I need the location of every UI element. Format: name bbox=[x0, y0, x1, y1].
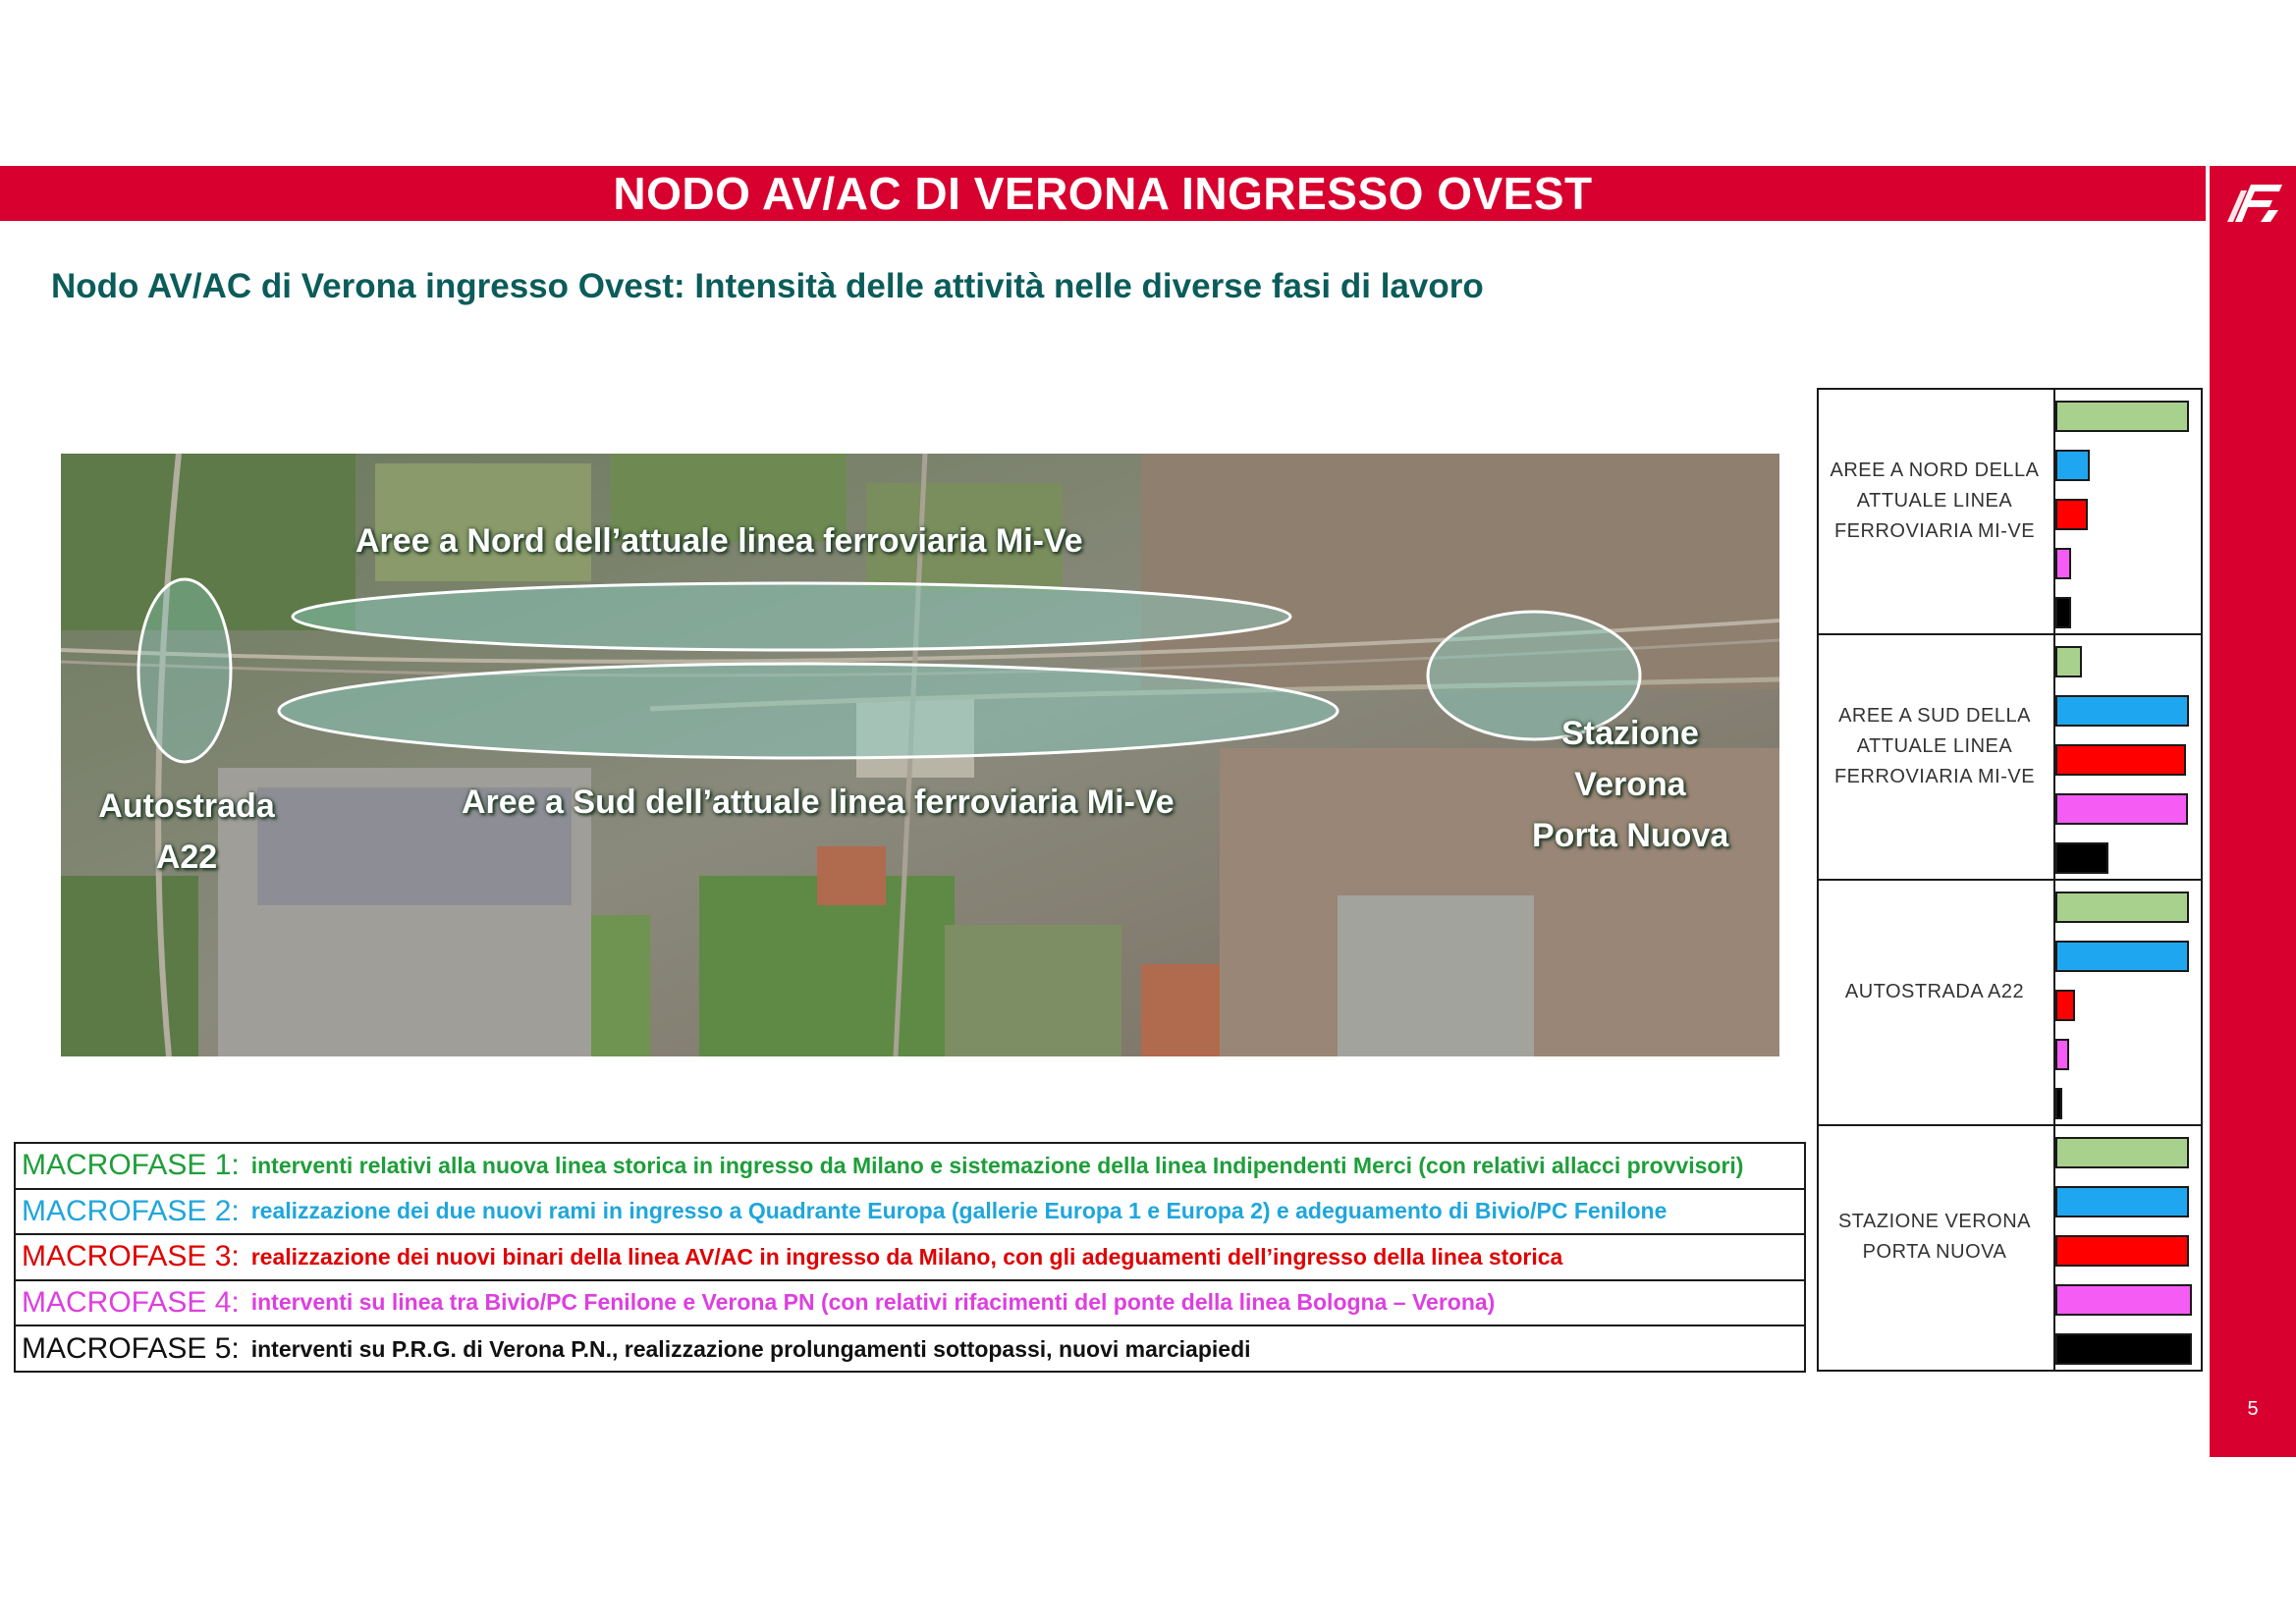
macrofase-legend bbox=[14, 1142, 1806, 1373]
aerial-map bbox=[61, 454, 1779, 1056]
chart-group-label-line: ATTUALE LINEA bbox=[1856, 490, 2013, 512]
chart-bar-macrofase-3 bbox=[2055, 744, 2186, 776]
chart-bar-macrofase-1 bbox=[2055, 1137, 2189, 1168]
chart-bar-macrofase-4 bbox=[2055, 1039, 2069, 1070]
legend-row-macrofase-5 bbox=[16, 1326, 1804, 1373]
chart-bar-macrofase-5 bbox=[2055, 1088, 2062, 1119]
chart-group-1 bbox=[1819, 390, 2201, 635]
chart-bar-macrofase-2 bbox=[2055, 450, 2090, 481]
right-sidebar bbox=[2210, 166, 2296, 1457]
legend-row-macrofase-3 bbox=[16, 1235, 1804, 1281]
chart-group-2 bbox=[1819, 635, 2201, 881]
chart-group-label bbox=[1825, 456, 2045, 547]
legend-description: realizzazione dei due nuovi rami in ingresso a Quadrante Europa (gallerie Europa 1 e Europa 2) e adeguamento di Bivio/PC Fenilone bbox=[250, 1198, 1667, 1224]
chart-group-label-line: AREE A SUD DELLA bbox=[1838, 705, 2031, 727]
map-label-station bbox=[1532, 708, 1728, 861]
legend-title: MACROFASE 2: bbox=[22, 1194, 240, 1227]
chart-group-label-line: FERROVIARIA MI-VE bbox=[1833, 766, 2036, 787]
page-number: 5 bbox=[2247, 1398, 2259, 1420]
legend-row-macrofase-4 bbox=[16, 1281, 1804, 1327]
fs-logo-icon bbox=[2221, 177, 2286, 228]
chart-bar-macrofase-2 bbox=[2055, 1186, 2189, 1217]
chart-group-label-line: PORTA NUOVA bbox=[1862, 1241, 2007, 1263]
chart-bar-macrofase-3 bbox=[2055, 990, 2075, 1021]
legend-description: interventi relativi alla nuova linea storica in ingresso da Milano e sistemazione della linea Indipendenti Merci (con relativi allacci provvisori) bbox=[250, 1152, 1744, 1178]
title-banner bbox=[0, 166, 2206, 221]
chart-bar-macrofase-3 bbox=[2055, 1235, 2189, 1267]
legend-row-macrofase-2 bbox=[16, 1190, 1804, 1236]
intensity-chart bbox=[1817, 388, 2203, 1372]
chart-bar-macrofase-4 bbox=[2055, 1284, 2192, 1316]
map-label-station-line1: Stazione bbox=[1561, 715, 1699, 752]
chart-group-label-line: AREE A NORD DELLA bbox=[1830, 460, 2040, 481]
chart-group-label-line: STAZIONE VERONA bbox=[1837, 1211, 2032, 1232]
chart-group-label-line: FERROVIARIA MI-VE bbox=[1833, 520, 2036, 542]
legend-description: interventi su P.R.G. di Verona P.N., realizzazione prolungamenti sottopassi, nuovi marciapiedi bbox=[250, 1335, 1251, 1362]
chart-bar-macrofase-5 bbox=[2055, 1333, 2192, 1365]
map-label-station-line3: Porta Nuova bbox=[1532, 817, 1729, 854]
chart-bar-macrofase-3 bbox=[2055, 499, 2088, 530]
chart-bar-macrofase-5 bbox=[2055, 597, 2071, 628]
chart-group-label-line: ATTUALE LINEA bbox=[1856, 735, 2013, 757]
map-label-station-line2: Verona bbox=[1574, 766, 1686, 803]
legend-title: MACROFASE 5: bbox=[22, 1332, 240, 1366]
chart-bar-macrofase-2 bbox=[2055, 695, 2189, 727]
legend-title: MACROFASE 3: bbox=[22, 1240, 240, 1273]
chart-bar-macrofase-4 bbox=[2055, 793, 2188, 825]
legend-title: MACROFASE 1: bbox=[22, 1149, 240, 1182]
page-title: NODO AV/AC DI VERONA INGRESSO OVEST bbox=[613, 168, 1593, 219]
map-label-a22-line1: Autostrada bbox=[98, 787, 275, 825]
map-label-a22 bbox=[88, 781, 285, 883]
section-subtitle: Nodo AV/AC di Verona ingresso Ovest: Intensità delle attività nelle diverse fasi di lavoro bbox=[51, 267, 1484, 305]
chart-bar-macrofase-4 bbox=[2055, 548, 2071, 579]
legend-description: interventi su linea tra Bivio/PC Fenilone e Verona PN (con relativi rifacimenti del ponte della linea Bologna – Verona) bbox=[250, 1289, 1496, 1316]
legend-description: realizzazione dei nuovi binari della linea AV/AC in ingresso da Milano, con gli adeguamenti dell’ingresso della linea storica bbox=[250, 1243, 1563, 1270]
chart-group-label bbox=[1825, 977, 2045, 1007]
chart-group-4 bbox=[1819, 1126, 2201, 1372]
map-label-a22-line2: A22 bbox=[155, 838, 218, 876]
chart-bar-macrofase-5 bbox=[2055, 842, 2108, 874]
legend-title: MACROFASE 4: bbox=[22, 1285, 240, 1319]
chart-bar-macrofase-1 bbox=[2055, 892, 2189, 923]
chart-group-label bbox=[1825, 1207, 2045, 1268]
chart-group-label-line: AUTOSTRADA A22 bbox=[1844, 981, 2025, 1002]
chart-bar-macrofase-1 bbox=[2055, 646, 2082, 677]
map-label-south-areas: Aree a Sud dell’attuale linea ferroviaria Mi-Ve bbox=[462, 784, 1175, 821]
legend-row-macrofase-1 bbox=[16, 1144, 1804, 1190]
map-label-north-areas: Aree a Nord dell’attuale linea ferroviaria Mi-Ve bbox=[355, 522, 1083, 560]
chart-bar-macrofase-2 bbox=[2055, 941, 2189, 972]
chart-group-3 bbox=[1819, 881, 2201, 1126]
chart-group-label bbox=[1825, 701, 2045, 792]
chart-bar-macrofase-1 bbox=[2055, 401, 2189, 432]
